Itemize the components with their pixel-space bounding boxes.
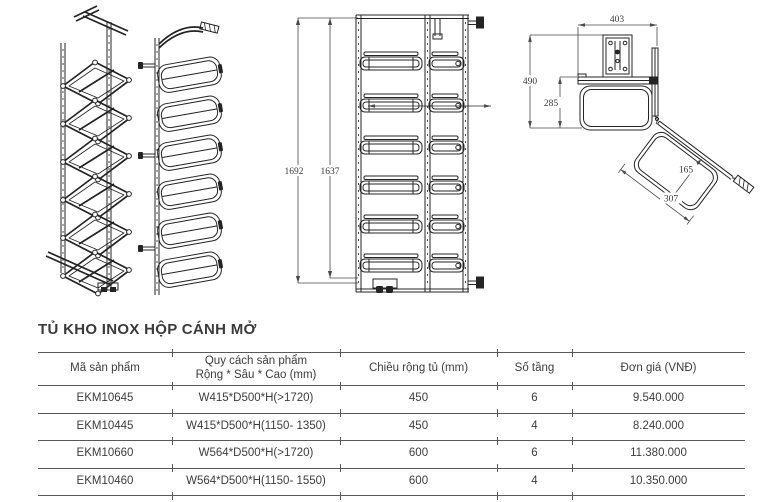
- mount-pin: [138, 62, 155, 69]
- dim-basket-depth-label: 285: [543, 99, 559, 109]
- unit-price-cell: 9.540.000: [632, 392, 685, 405]
- cabinet-width-cell: 600: [340, 441, 497, 468]
- header-label: Quy cách sản phẩm: [204, 355, 308, 368]
- header-label: Rộng * Sâu * Cao (mm): [195, 369, 317, 381]
- cabinet-width-cell: 450: [340, 386, 497, 413]
- door-basket-front: [429, 94, 464, 112]
- spec-cell: W564*D500*H(1150- 1550): [172, 469, 340, 496]
- door-basket-front: [429, 254, 464, 272]
- front-view-drawing: [272, 2, 514, 302]
- door-basket: [156, 94, 225, 133]
- spec-cell: W564*D500*H(>1720): [172, 441, 340, 468]
- mount-pin: [138, 152, 155, 159]
- spec-cell: W415*D500*H(1150- 1350): [172, 414, 340, 441]
- dimension-1692: [281, 18, 358, 283]
- door-basket: [156, 211, 225, 250]
- tier-count-cell: 4: [497, 414, 572, 441]
- product-code-cell: EKM10645: [38, 386, 172, 413]
- top-view-drawing: [520, 8, 770, 228]
- basket-front: [360, 94, 422, 112]
- header-unit-price: [572, 353, 745, 385]
- frame-baskets: [61, 60, 132, 296]
- basket-plan: [580, 86, 652, 130]
- page-title: TỦ KHO INOX HỘP CÁNH MỞ: [38, 321, 257, 338]
- tier-count-cell: 6: [497, 441, 572, 468]
- dimension-403: [578, 15, 657, 74]
- dim-door-basket-depth-label: 165: [678, 165, 694, 176]
- door-basket: [156, 133, 225, 172]
- header-spec: [172, 353, 340, 385]
- door-panel: [652, 48, 659, 124]
- table-row: [38, 386, 745, 414]
- table-row: [38, 441, 745, 469]
- cabinet-width-cell: 600: [340, 469, 497, 496]
- basket-front: [360, 254, 422, 272]
- dim-width-label: 403: [609, 15, 625, 25]
- header-label: Đơn giá (VNĐ): [620, 362, 697, 375]
- tier-count-cell: 6: [497, 386, 572, 413]
- door-basket: [156, 250, 225, 289]
- unit-price-cell: 10.350.000: [629, 474, 688, 487]
- isometric-view-drawing: [28, 2, 268, 302]
- header-label: Mã sản phẩm: [70, 362, 140, 375]
- door-basket: [156, 172, 225, 211]
- door-basket: [156, 55, 225, 94]
- header-tier-count: [497, 353, 572, 385]
- front-baskets-right: [429, 52, 464, 272]
- basket-front: [360, 215, 422, 233]
- dim-door-basket-width-label: 307: [663, 194, 679, 205]
- dimension-490: [520, 35, 603, 128]
- dimension-1637: [317, 18, 358, 278]
- slide-bracket: [603, 35, 632, 77]
- cabinet-front-bar: [578, 74, 658, 85]
- header-label: Số tầng: [514, 362, 555, 375]
- spec-table: [38, 352, 745, 496]
- product-code-cell: EKM10660: [38, 441, 172, 468]
- front-baskets-left: [360, 52, 422, 272]
- product-code-cell: EKM10445: [38, 414, 172, 441]
- unit-price-cell: 8.240.000: [632, 419, 685, 432]
- cabinet-width-cell: 450: [340, 414, 497, 441]
- door-basket-front: [429, 52, 464, 70]
- door-handle: [731, 173, 754, 193]
- dimension-165-label-group: [675, 164, 697, 176]
- wall-pins: [468, 17, 484, 289]
- table-header-row: [38, 352, 745, 386]
- tier-count-cell: 4: [497, 469, 572, 496]
- door-basket-front: [429, 176, 464, 194]
- product-code-cell: EKM10460: [38, 469, 172, 496]
- dim-total-depth-label: 490: [522, 77, 538, 87]
- basket-front: [360, 136, 422, 154]
- basket-front: [360, 52, 422, 70]
- table-row: [38, 414, 745, 442]
- mount-pin: [138, 245, 155, 252]
- unit-price-cell: 11.380.000: [630, 447, 687, 460]
- door-baskets: [156, 55, 225, 289]
- dim-total-height-label: 1692: [284, 167, 304, 177]
- dimension-285: [541, 77, 577, 128]
- dimension-307-label-group: [660, 193, 682, 205]
- table-row: [38, 469, 745, 497]
- header-cabinet-width: [340, 353, 497, 385]
- door-basket-front: [429, 136, 464, 154]
- dim-frame-height-label: 1637: [320, 167, 340, 177]
- basket-front: [360, 176, 422, 194]
- header-product-code: [38, 353, 172, 385]
- spec-cell: W415*D500*H(>1720): [172, 386, 340, 413]
- door-basket-front: [429, 215, 464, 233]
- header-label: Chiều rộng tủ (mm): [368, 362, 469, 375]
- floor-roller: [373, 279, 397, 293]
